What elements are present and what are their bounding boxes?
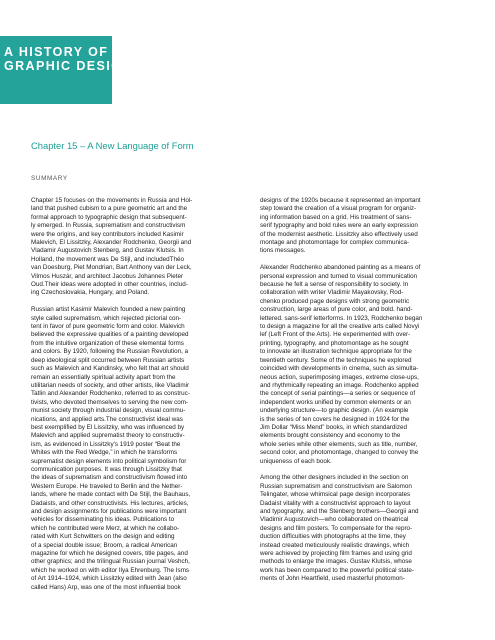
right-column [260,197,477,592]
book-title: A HISTORY OF GRAPHIC DESIGN [4,45,133,73]
section-label: SUMMARY [31,175,68,182]
book-title-banner [0,36,133,104]
paragraph: Chapter 15 focuses on the movements in Russia and Hol- land that pushed cubism to a pure geometric art and the formal approach to typographic design that subsequent- ly emerged. In Russia, suprematism and constructivism were the origins, and key contributors included Kasimir Malevich, El Lissitzky, Alexander Rodchenko, Georgii and Vladamir Augustovich Stenberg, and Gustav Klutsis. In Holland, the movement was De Stijl, and includedThéo van Doesburg, Piet Mondrian, Bart Anthony van der Leck, Vilmos Huszár, and architect Jacobus Johannes Pieter Oud.Their ideas were adopted in other countries, includ- ing Czechoslovakia, Hungary, and Poland. [31,197,193,297]
left-column [31,197,248,600]
paragraph: Russian artist Kasimir Malevich founded a new painting style called suprematism, which rejected pictorial con- tent in favor of pure geometric form and color. Malevich believed the expressive qualities of a painting developed from the intuitive organization of these elemental forms and colors. By 1920, following the Russian Revolution, a deep ideological split occurred between Russian artists such as Malevich and Kandinsky, who felt that art should remain an essentially spiritual activity apart from the utilitarian needs of society, and other artists, like Vladimir Tatlin and Alexander Rodchenko, referred to as construc- tivists, who devoted themselves to serving the new com- munist society through industrial design, visual commu- nications, and applied arts.The constructivist ideal was best exemplified by El Lissitzky, who was influenced by Malevich and applied suprematist theory to constructiv- ism, as evidenced in Lissitzky’s 1919 poster “Beat the Whites with the Red Wedge,” in which he transforms suprematist design elements into political symbolism for communication purposes. It was through Lissitzky that the ideas of suprematism and constructivism flowed into Western Europe. He traveled to Berlin and the Nether- lands, where he made contact with De Stijl, the Bauhaus, Dadaists, and other constructivists. His lectures, articles, and design assignments for publications were important vehicles for disseminating his ideas. Publications to which he contributed were Merz, at which he collabo- rated with Kurt Schwitters on the design and editing of a special double issue; Broom, a radical American magazine for which he designed covers, title pages, and other graphics; and the trilingual Russian journal Veshch, which he worked on with editor Ilya Ehrenburg. The Isms of Art 1914–1924, which Lissitzky edited with Jean (also called Hans) Arp, was one of the most influential book [31,306,191,591]
paragraph: Alexander Rodchenko abandoned painting as a means of personal expression and turned to visual communication because he felt a sense of responsibility to society. In collaboration with writer Vladimir Mayakovsky, Rod- chenko produced page designs with strong geometric construction, large areas of pure color, and bold. hand- lettered. sans-serif letterforms. In 1923, Rodchenko began to design a magazine for all the creative arts called Novyi lef (Left Front of the Arts). He experimented with over- printing, typography, and photomontage as he sought to innovate an illustration technique appropriate for the twentieth century. Some of the techniques he explored coincided with developments in cinema, such as simulta- neous action, superimposing images, extreme close-ups, and rhythmically repeating an image. Rodchenko applied the concept of serial paintings—a series or sequence of independent works unified by common elements or an underlying structure—to graphic design. (An example is the series of ten covers he designed in 1924 for the Jim Dollar “Miss Mend” books, in which standardized elements brought consistency and economy to the whole series while other elements, such as title, number, second color, and photomontage, changed to convey the uniqueness of each book. [260,264,423,465]
chapter-title: Chapter 15 – A New Language of Form [31,140,194,151]
paragraph: designs of the 1920s because it represented an important step toward the creation of a visual program for organiz- ing information based on a grid. His treatment of sans- serif typography and bold rules were an early expression of the modernist aesthetic. Lissitzky also effectively used montage and photomontage for complex communica- tions messages. [260,197,421,255]
paragraph: Among the other designers included in the section on Russian suprematism and constructivism are Salomon Telingater, whose whimsical page design incorporates Dadaist vitality with a constructivist approach to layout and typography, and the Stenberg brothers—Georgii and Vladimir Augustovich—who collaborated on theatrical designs and film posters. To compensate for the repro- duction difficulties with photographs at the time, they instead created meticulously realistic drawings, which were achieved by projecting film frames and using grid methods to enlarge the images. Gustav Klutsis, whose work has been compared to the powerful political state- ments of John Heartfield, used masterful photomon- [260,474,419,583]
